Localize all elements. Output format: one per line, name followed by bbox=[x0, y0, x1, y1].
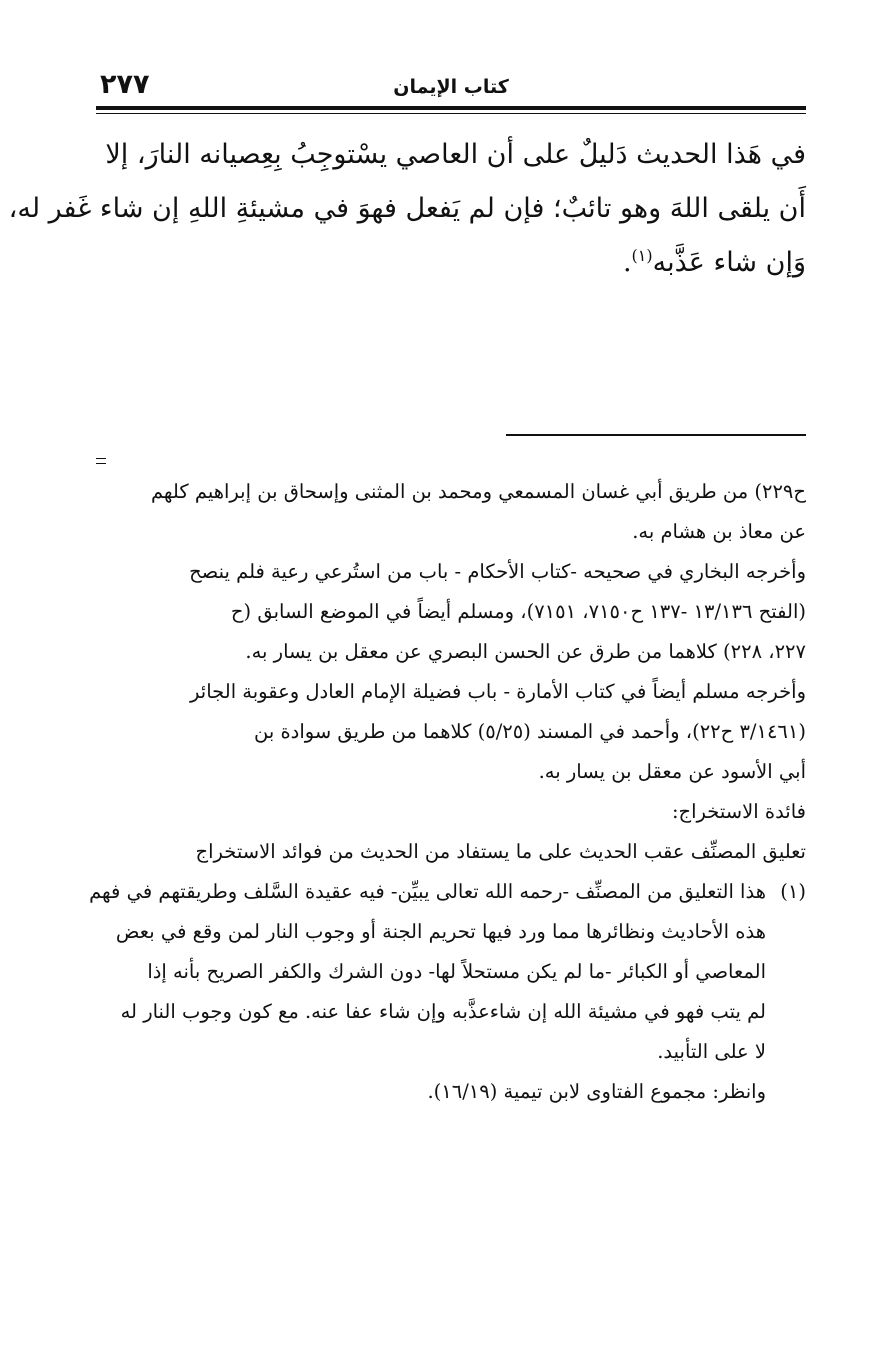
header-rule-thick bbox=[96, 106, 806, 110]
footnote-continuation-line: ٢٢٧، ٢٢٨) كلاهما من طرق عن الحسن البصري عن معقل بن يسار به. bbox=[245, 640, 806, 663]
footnote-continuation-line: (٣/١٤٦١ ح٢٢)، وأحمد في المسند (٥/٢٥) كلاهما من طريق سوادة بن bbox=[253, 720, 806, 743]
page-number: ٢٧٧ bbox=[100, 69, 150, 100]
running-title: كتاب الإيمان bbox=[393, 76, 509, 98]
main-line-2: أَن يلقى اللهَ وهو تائبٌ؛ فإن لم يَفعل فهوَ في مشيئةِ اللهِ إن شاء غَفر له، bbox=[8, 193, 806, 224]
footnote-1-line: وانظر: مجموع الفتاوى لابن تيمية (١٦/١٩). bbox=[427, 1080, 766, 1103]
footnote-1-number: (١) bbox=[780, 880, 806, 903]
footnote-continuation-line: (الفتح ١٣/١٣٦ -١٣٧ ح٧١٥٠، ٧١٥١)، ومسلم أيضاً في الموضع السابق (ح bbox=[230, 600, 806, 623]
footnote-1-line: لا على التأبيد. bbox=[657, 1040, 766, 1063]
main-paragraph bbox=[8, 128, 806, 290]
footnote-1-text: هذا التعليق من المصنِّف -رحمه الله تعالى يبيِّن- فيه عقيدة السَّلف وطريقتهم في فهم bbox=[89, 880, 766, 903]
footnote-continuation-line: تعليق المصنِّف عقب الحديث على ما يستفاد من الحديث من فوائد الاستخراج bbox=[195, 840, 806, 863]
footnote-1-line: لم يتب فهو في مشيئة الله إن شاءعذَّبه وإن شاء عفا عنه. مع كون وجوب النار له bbox=[120, 1000, 766, 1023]
footnote-1-line: المعاصي أو الكبائر -ما لم يكن مستحلاً لها- دون الشرك والكفر الصريح بأنه إذا bbox=[147, 960, 766, 983]
footnote-separator bbox=[506, 434, 806, 436]
footnote-continuation-line: وأخرجه مسلم أيضاً في كتاب الأمارة - باب فضيلة الإمام العادل وعقوبة الجائر bbox=[190, 680, 806, 703]
footnote-continuation-line: وأخرجه البخاري في صحيحه -كتاب الأحكام - باب من استُرعي رعية فلم ينصح bbox=[189, 560, 806, 583]
page-header bbox=[96, 68, 806, 106]
continuation-mark bbox=[96, 458, 106, 464]
main-line-3-text: وَإن شاء عَذَّبه bbox=[652, 247, 806, 278]
footnote-1-line-1 bbox=[89, 872, 806, 912]
footnote-continuation-line: ح٢٢٩) من طريق أبي غسان المسمعي ومحمد بن المثنى وإسحاق بن إبراهيم كلهم bbox=[150, 480, 806, 503]
main-end-punct: . bbox=[622, 247, 632, 278]
header-rule-thin bbox=[96, 113, 806, 114]
footnote-1-line: هذه الأحاديث ونظائرها مما ورد فيها تحريم الجنة أو وجوب النار لمن وقع في بعض bbox=[115, 920, 766, 943]
footnote-reference: (١) bbox=[631, 246, 653, 265]
footnote-continuation-line: عن معاذ بن هشام به. bbox=[632, 520, 806, 543]
footnotes bbox=[89, 472, 806, 1112]
main-line-1: في هَذا الحديث دَليلٌ على أن العاصي يسْتوجِبُ بِعِصيانه النارَ، إلا bbox=[105, 139, 806, 170]
main-line-3 bbox=[96, 236, 806, 290]
footnote-continuation-line: فائدة الاستخراج: bbox=[671, 800, 806, 823]
footnote-continuation-line: أبي الأسود عن معقل بن يسار به. bbox=[538, 760, 806, 783]
